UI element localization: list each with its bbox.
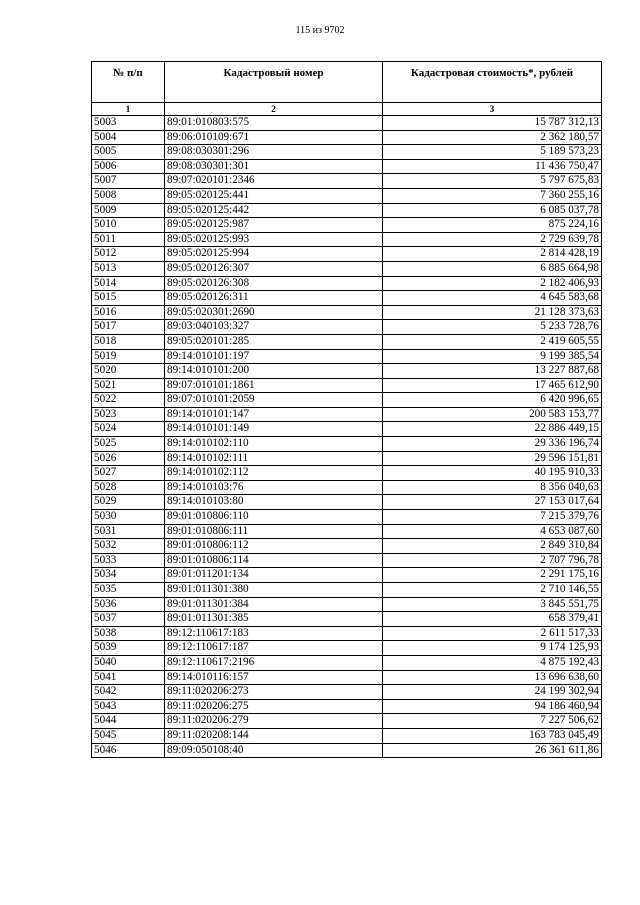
row-cadastral-value: 6 885 664,98 [383, 261, 602, 276]
row-cadastral-number: 89:01:010803:575 [165, 116, 383, 131]
row-cadastral-number: 89:07:010101:2059 [165, 393, 383, 408]
row-cadastral-number: 89:01:010806:111 [165, 524, 383, 539]
row-index: 5003 [92, 116, 165, 131]
row-index: 5010 [92, 218, 165, 233]
row-cadastral-value: 875 224,16 [383, 218, 602, 233]
row-cadastral-value: 5 189 573,23 [383, 145, 602, 160]
row-index: 5032 [92, 539, 165, 554]
row-index: 5044 [92, 714, 165, 729]
row-cadastral-number: 89:14:010102:110 [165, 437, 383, 452]
row-cadastral-number: 89:11:020206:273 [165, 685, 383, 700]
row-cadastral-value: 5 797 675,83 [383, 174, 602, 189]
row-index: 5031 [92, 524, 165, 539]
row-cadastral-value: 6 420 996,65 [383, 393, 602, 408]
row-index: 5017 [92, 320, 165, 335]
table-row [92, 670, 602, 685]
row-cadastral-value: 4 875 192,43 [383, 655, 602, 670]
row-cadastral-number: 89:05:020125:442 [165, 203, 383, 218]
table-row [92, 203, 602, 218]
table-row [92, 524, 602, 539]
table-row [92, 641, 602, 656]
row-cadastral-value: 2 814 428,19 [383, 247, 602, 262]
table-row [92, 480, 602, 495]
row-index: 5033 [92, 553, 165, 568]
row-cadastral-value: 8 356 040,63 [383, 480, 602, 495]
table-row [92, 583, 602, 598]
row-cadastral-value: 2 710 146,55 [383, 583, 602, 598]
row-cadastral-number: 89:14:010101:197 [165, 349, 383, 364]
row-cadastral-number: 89:01:011301:380 [165, 583, 383, 598]
column-number-2: 2 [165, 103, 383, 116]
table-row [92, 626, 602, 641]
table-row [92, 159, 602, 174]
table-row [92, 568, 602, 583]
cadastral-value-table [91, 61, 602, 758]
row-cadastral-value: 2 729 639,78 [383, 232, 602, 247]
row-index: 5022 [92, 393, 165, 408]
row-cadastral-number: 89:05:020125:441 [165, 188, 383, 203]
row-index: 5006 [92, 159, 165, 174]
row-cadastral-number: 89:01:011301:385 [165, 612, 383, 627]
table-row [92, 116, 602, 131]
row-cadastral-value: 2 182 406,93 [383, 276, 602, 291]
row-index: 5036 [92, 597, 165, 612]
table-row [92, 261, 602, 276]
table-row [92, 393, 602, 408]
table-row [92, 728, 602, 743]
row-index: 5039 [92, 641, 165, 656]
row-cadastral-value: 2 849 310,84 [383, 539, 602, 554]
row-index: 5037 [92, 612, 165, 627]
row-cadastral-number: 89:05:020125:993 [165, 232, 383, 247]
table-row [92, 539, 602, 554]
row-index: 5025 [92, 437, 165, 452]
row-cadastral-value: 7 215 379,76 [383, 510, 602, 525]
row-index: 5020 [92, 364, 165, 379]
column-number-row [92, 103, 602, 116]
page-number-header: 115 из 9702 [295, 25, 345, 36]
table-row [92, 247, 602, 262]
table-row [92, 422, 602, 437]
row-index: 5038 [92, 626, 165, 641]
row-index: 5007 [92, 174, 165, 189]
row-cadastral-value: 15 787 312,13 [383, 116, 602, 131]
row-index: 5043 [92, 699, 165, 714]
table-row [92, 174, 602, 189]
row-index: 5013 [92, 261, 165, 276]
row-cadastral-value: 7 360 255,16 [383, 188, 602, 203]
row-cadastral-number: 89:12:110617:183 [165, 626, 383, 641]
row-cadastral-number: 89:01:011201:134 [165, 568, 383, 583]
header-cadastral-value: Кадастровая стоимость*, рублей [383, 62, 602, 103]
table-header-row [92, 62, 602, 103]
row-cadastral-number: 89:06:010109:671 [165, 130, 383, 145]
row-cadastral-number: 89:14:010102:112 [165, 466, 383, 481]
row-cadastral-value: 26 361 611,86 [383, 743, 602, 758]
row-index: 5005 [92, 145, 165, 160]
row-cadastral-number: 89:14:010103:76 [165, 480, 383, 495]
row-cadastral-number: 89:07:020101:2346 [165, 174, 383, 189]
table-row [92, 349, 602, 364]
table-row [92, 451, 602, 466]
header-cadastral-number: Кадастровый номер [165, 62, 383, 103]
row-index: 5030 [92, 510, 165, 525]
row-cadastral-number: 89:05:020126:311 [165, 291, 383, 306]
row-index: 5024 [92, 422, 165, 437]
row-cadastral-number: 89:11:020206:279 [165, 714, 383, 729]
row-cadastral-value: 3 845 551,75 [383, 597, 602, 612]
row-cadastral-value: 13 696 638,60 [383, 670, 602, 685]
row-index: 5029 [92, 495, 165, 510]
table-row [92, 378, 602, 393]
row-cadastral-number: 89:08:030301:296 [165, 145, 383, 160]
row-cadastral-value: 2 291 175,16 [383, 568, 602, 583]
row-cadastral-number: 89:05:020125:994 [165, 247, 383, 262]
row-cadastral-number: 89:01:010806:114 [165, 553, 383, 568]
row-cadastral-number: 89:01:010806:112 [165, 539, 383, 554]
row-cadastral-value: 94 186 460,94 [383, 699, 602, 714]
row-index: 5023 [92, 407, 165, 422]
row-index: 5034 [92, 568, 165, 583]
row-cadastral-value: 17 465 612,90 [383, 378, 602, 393]
row-index: 5027 [92, 466, 165, 481]
row-index: 5035 [92, 583, 165, 598]
row-cadastral-value: 2 362 180,57 [383, 130, 602, 145]
row-cadastral-value: 7 227 506,62 [383, 714, 602, 729]
table-row [92, 597, 602, 612]
row-index: 5019 [92, 349, 165, 364]
row-index: 5009 [92, 203, 165, 218]
row-cadastral-number: 89:05:020301:2690 [165, 305, 383, 320]
row-index: 5026 [92, 451, 165, 466]
row-index: 5016 [92, 305, 165, 320]
row-cadastral-value: 9 199 385,54 [383, 349, 602, 364]
row-index: 5011 [92, 232, 165, 247]
row-cadastral-value: 4 645 583,68 [383, 291, 602, 306]
table-row [92, 495, 602, 510]
row-cadastral-number: 89:05:020126:307 [165, 261, 383, 276]
row-cadastral-value: 29 336 196,74 [383, 437, 602, 452]
row-index: 5028 [92, 480, 165, 495]
row-cadastral-value: 21 128 373,63 [383, 305, 602, 320]
row-index: 5018 [92, 334, 165, 349]
table-row [92, 510, 602, 525]
row-cadastral-number: 89:12:110617:187 [165, 641, 383, 656]
table-row [92, 188, 602, 203]
row-cadastral-number: 89:14:010101:149 [165, 422, 383, 437]
table-row [92, 553, 602, 568]
row-cadastral-number: 89:12:110617:2196 [165, 655, 383, 670]
row-cadastral-number: 89:03:040103:327 [165, 320, 383, 335]
row-index: 5004 [92, 130, 165, 145]
row-index: 5012 [92, 247, 165, 262]
row-cadastral-value: 27 153 017,64 [383, 495, 602, 510]
row-cadastral-number: 89:14:010102:111 [165, 451, 383, 466]
table-row [92, 714, 602, 729]
table-row [92, 743, 602, 758]
table-row [92, 437, 602, 452]
table-row [92, 685, 602, 700]
row-cadastral-number: 89:09:050108:40 [165, 743, 383, 758]
table-row [92, 145, 602, 160]
row-cadastral-number: 89:05:020126:308 [165, 276, 383, 291]
table-row [92, 130, 602, 145]
header-index: № п/п [92, 62, 165, 103]
row-index: 5008 [92, 188, 165, 203]
row-cadastral-value: 163 783 045,49 [383, 728, 602, 743]
row-cadastral-number: 89:05:020125:987 [165, 218, 383, 233]
row-cadastral-number: 89:14:010101:147 [165, 407, 383, 422]
row-cadastral-number: 89:11:020208:144 [165, 728, 383, 743]
row-cadastral-number: 89:14:010103:80 [165, 495, 383, 510]
row-cadastral-value: 2 611 517,33 [383, 626, 602, 641]
row-index: 5015 [92, 291, 165, 306]
table-row [92, 407, 602, 422]
table-row [92, 276, 602, 291]
row-index: 5042 [92, 685, 165, 700]
row-cadastral-number: 89:14:010116:157 [165, 670, 383, 685]
table-row [92, 305, 602, 320]
row-cadastral-value: 22 886 449,15 [383, 422, 602, 437]
table-row [92, 291, 602, 306]
row-cadastral-value: 29 596 151,81 [383, 451, 602, 466]
table-row [92, 655, 602, 670]
row-cadastral-value: 13 227 887,68 [383, 364, 602, 379]
table-row [92, 612, 602, 627]
row-cadastral-value: 9 174 125,93 [383, 641, 602, 656]
row-cadastral-number: 89:08:030301:301 [165, 159, 383, 174]
row-index: 5040 [92, 655, 165, 670]
row-index: 5045 [92, 728, 165, 743]
row-cadastral-number: 89:14:010101:200 [165, 364, 383, 379]
row-cadastral-value: 2 707 796,78 [383, 553, 602, 568]
table-row [92, 320, 602, 335]
row-cadastral-value: 5 233 728,76 [383, 320, 602, 335]
table-row [92, 218, 602, 233]
column-number-3: 3 [383, 103, 602, 116]
table-row [92, 699, 602, 714]
row-index: 5014 [92, 276, 165, 291]
row-cadastral-number: 89:01:011301:384 [165, 597, 383, 612]
row-cadastral-value: 2 419 605,55 [383, 334, 602, 349]
table-row [92, 232, 602, 247]
row-index: 5046 [92, 743, 165, 758]
table-row [92, 364, 602, 379]
table-body [92, 116, 602, 758]
row-cadastral-number: 89:05:020101:285 [165, 334, 383, 349]
row-cadastral-number: 89:11:020206:275 [165, 699, 383, 714]
row-index: 5021 [92, 378, 165, 393]
row-cadastral-value: 11 436 750,47 [383, 159, 602, 174]
row-cadastral-number: 89:01:010806:110 [165, 510, 383, 525]
row-cadastral-value: 6 085 037,78 [383, 203, 602, 218]
table-row [92, 466, 602, 481]
column-number-1: 1 [92, 103, 165, 116]
row-cadastral-value: 200 583 153,77 [383, 407, 602, 422]
row-cadastral-value: 40 195 910,33 [383, 466, 602, 481]
table-row [92, 334, 602, 349]
row-cadastral-value: 4 653 087,60 [383, 524, 602, 539]
row-cadastral-value: 658 379,41 [383, 612, 602, 627]
row-index: 5041 [92, 670, 165, 685]
row-cadastral-number: 89:07:010101:1861 [165, 378, 383, 393]
row-cadastral-value: 24 199 302,94 [383, 685, 602, 700]
